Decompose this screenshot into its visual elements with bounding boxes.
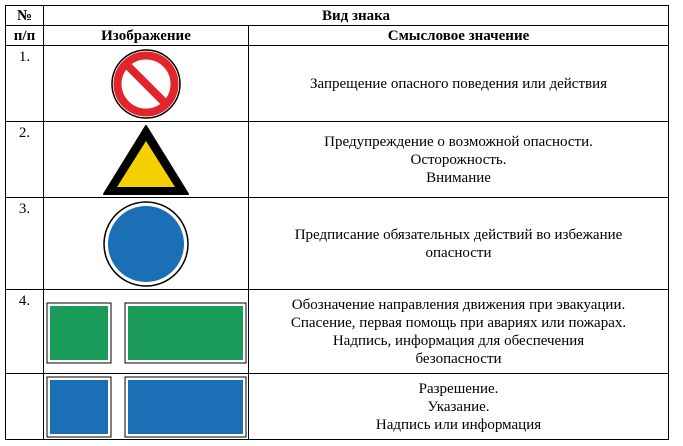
meaning-line: Спасение, первая помощь при авариях или пожарах. bbox=[290, 314, 627, 331]
sign-image-cell bbox=[44, 290, 249, 374]
meaning-cell bbox=[249, 46, 669, 122]
prohibition-sign-icon bbox=[106, 47, 186, 121]
sign-image-cell bbox=[44, 374, 249, 440]
header-row-2 bbox=[6, 26, 669, 46]
evacuation-sign-icon bbox=[45, 299, 248, 365]
meaning-line: Обозначение направления движения при эвакуации. bbox=[291, 296, 626, 313]
signs-table bbox=[5, 5, 669, 440]
meaning-cell bbox=[249, 374, 669, 440]
meaning-line: безопасности bbox=[415, 350, 502, 367]
meaning-line: Предупреждение о возможной опасности. bbox=[324, 133, 593, 150]
table-row bbox=[6, 46, 669, 122]
header-image: Изображение bbox=[44, 26, 249, 46]
table-row bbox=[6, 290, 669, 374]
row-number: 1. bbox=[6, 46, 44, 122]
meaning-cell bbox=[249, 198, 669, 290]
row-number bbox=[6, 374, 44, 440]
sign-image-cell bbox=[44, 122, 249, 198]
meaning-cell bbox=[249, 122, 669, 198]
meaning-line: Надпись или информация bbox=[375, 416, 542, 433]
meaning-line: Внимание bbox=[426, 169, 491, 186]
meaning-line: Указание. bbox=[427, 398, 490, 415]
meaning-cell bbox=[249, 290, 669, 374]
row-number: 4. bbox=[6, 290, 44, 374]
header-num-top: № bbox=[6, 6, 44, 26]
mandatory-sign-icon bbox=[101, 200, 191, 288]
table-row bbox=[6, 374, 669, 440]
meaning-line: Разрешение. bbox=[418, 380, 499, 397]
warning-sign-icon bbox=[101, 123, 191, 197]
meaning-line: Запрещение опасного поведения или действия bbox=[309, 75, 608, 92]
information-sign-icon bbox=[45, 376, 248, 438]
table-row bbox=[6, 198, 669, 290]
meaning-line: Осторожность. bbox=[410, 151, 507, 168]
header-row-1 bbox=[6, 6, 669, 26]
row-number: 2. bbox=[6, 122, 44, 198]
header-sign-type: Вид знака bbox=[44, 6, 669, 26]
header-num-bottom: п/п bbox=[6, 26, 44, 46]
meaning-line: Предписание обязательных действий во избежание bbox=[294, 226, 623, 243]
row-number: 3. bbox=[6, 198, 44, 290]
meaning-line: Надпись, информация для обеспечения bbox=[332, 332, 585, 349]
header-meaning: Смысловое значение bbox=[249, 26, 669, 46]
meaning-line: опасности bbox=[425, 244, 492, 261]
sign-image-cell bbox=[44, 46, 249, 122]
sign-image-cell bbox=[44, 198, 249, 290]
table-row bbox=[6, 122, 669, 198]
